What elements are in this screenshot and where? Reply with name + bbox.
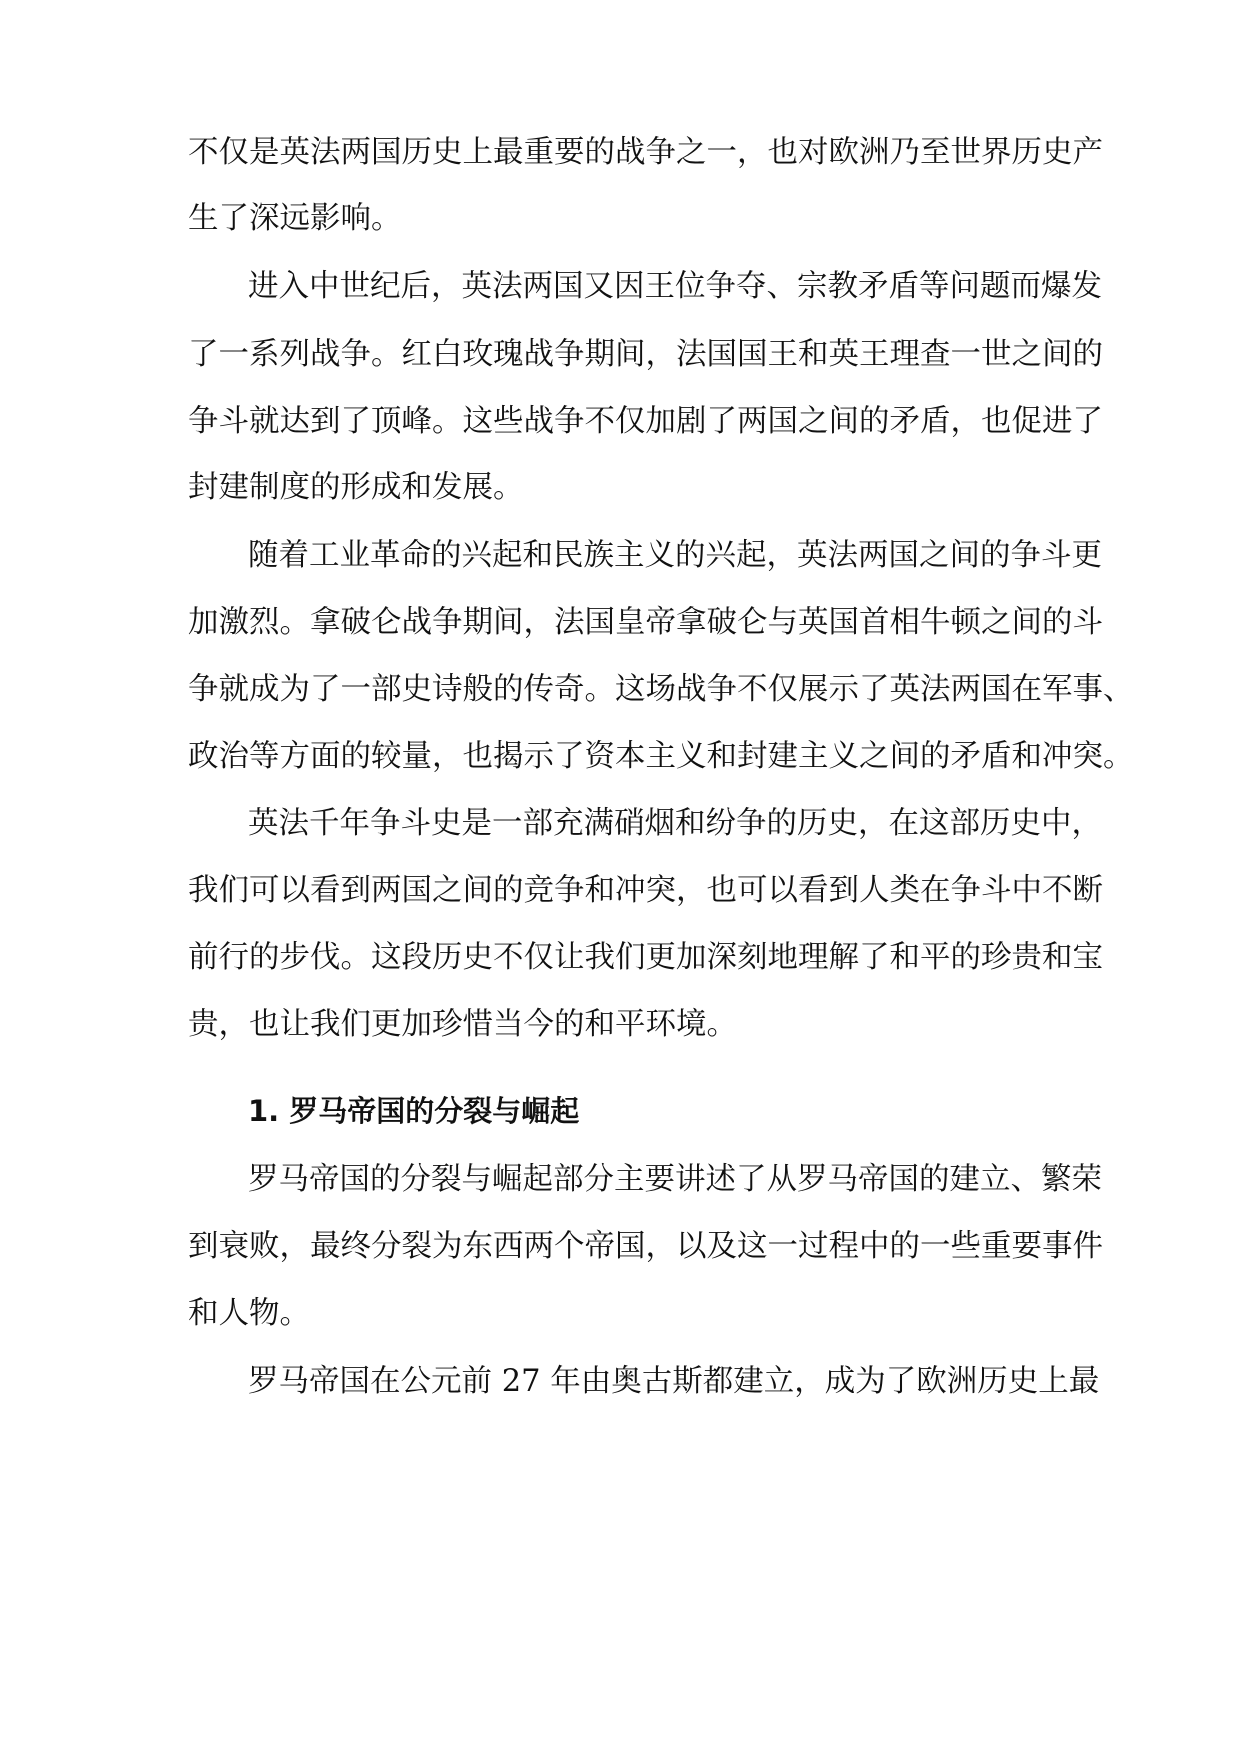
paragraph-3-line-2: 加激烈。拿破仑战争期间，法国皇帝拿破仑与英国首相牛顿之间的斗 bbox=[188, 605, 1103, 640]
paragraph-2-line-4: 封建制度的形成和发展。 bbox=[188, 470, 524, 505]
paragraph-3-line-4: 政治等方面的较量，也揭示了资本主义和封建主义之间的矛盾和冲突。 bbox=[188, 739, 1134, 774]
paragraph-3-line-3: 争就成为了一部史诗般的传奇。这场战争不仅展示了英法两国在军事、 bbox=[188, 672, 1134, 707]
paragraph-2-line-3: 争斗就达到了顶峰。这些战争不仅加剧了两国之间的矛盾，也促进了 bbox=[188, 404, 1103, 439]
paragraph-1-line-2: 生了深远影响。 bbox=[188, 201, 402, 236]
paragraph-2-line-1: 进入中世纪后，英法两国又因王位争夺、宗教矛盾等问题而爆发 bbox=[248, 269, 1102, 304]
section-heading: 1. 罗马帝国的分裂与崛起 bbox=[248, 1094, 580, 1128]
paragraph-3-line-1: 随着工业革命的兴起和民族主义的兴起，英法两国之间的争斗更 bbox=[248, 538, 1102, 573]
paragraph-5-line-3: 和人物。 bbox=[188, 1296, 310, 1331]
paragraph-4-line-1: 英法千年争斗史是一部充满硝烟和纷争的历史，在这部历史中， bbox=[248, 806, 1102, 841]
paragraph-4-line-4: 贵，也让我们更加珍惜当今的和平环境。 bbox=[188, 1007, 737, 1042]
paragraph-2-line-2: 了一系列战争。红白玫瑰战争期间，法国国王和英王理查一世之间的 bbox=[188, 337, 1103, 372]
paragraph-6-line-1: 罗马帝国在公元前 27 年由奥古斯都建立，成为了欧洲历史上最 bbox=[248, 1364, 1100, 1399]
paragraph-4-line-2: 我们可以看到两国之间的竞争和冲突，也可以看到人类在争斗中不断 bbox=[188, 873, 1103, 908]
paragraph-5-line-1: 罗马帝国的分裂与崛起部分主要讲述了从罗马帝国的建立、繁荣 bbox=[248, 1162, 1102, 1197]
paragraph-4-line-3: 前行的步伐。这段历史不仅让我们更加深刻地理解了和平的珍贵和宝 bbox=[188, 940, 1103, 975]
paragraph-5-line-2: 到衰败，最终分裂为东西两个帝国，以及这一过程中的一些重要事件 bbox=[188, 1229, 1103, 1264]
paragraph-1-line-1: 不仅是英法两国历史上最重要的战争之一，也对欧洲乃至世界历史产 bbox=[188, 135, 1103, 170]
